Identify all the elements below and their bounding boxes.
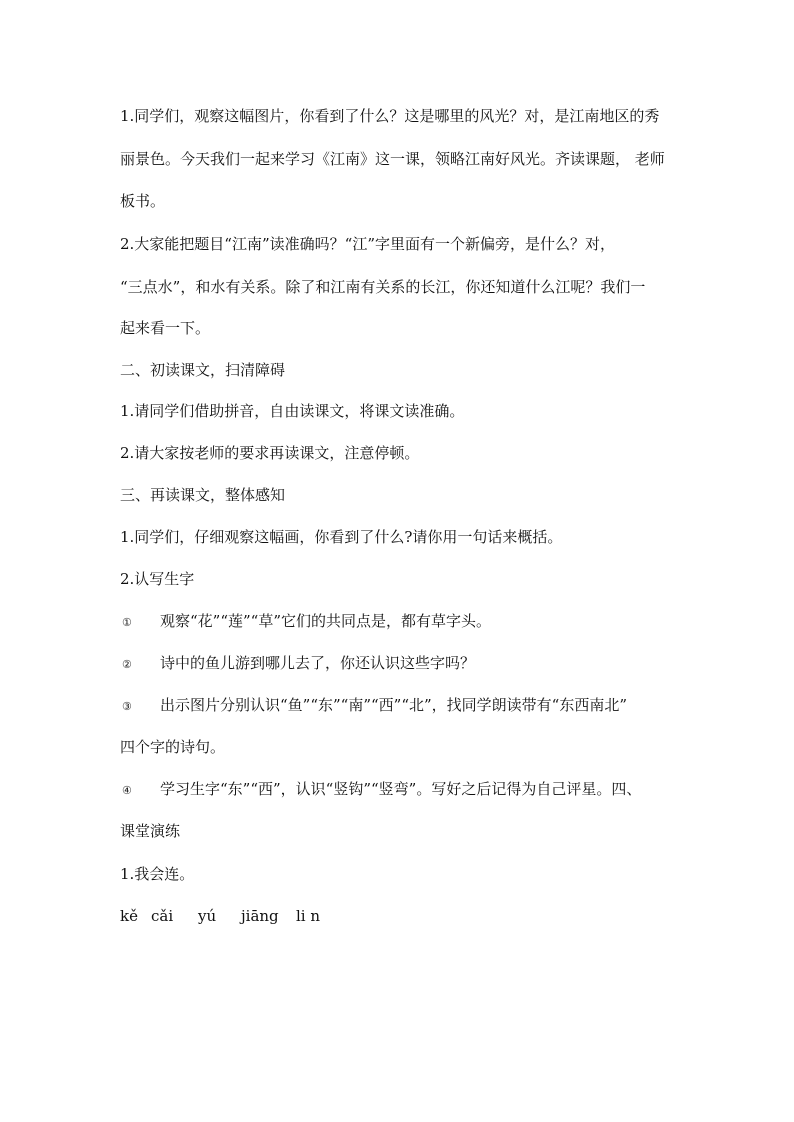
section-heading: 三、再读课文，整体感知 [120, 486, 286, 504]
bullet-text: 出示图片分别认识“鱼”“东”“南”“西”“北”，找同学朗读带有“东西南北” [160, 696, 628, 714]
pinyin-word: cǎi [151, 907, 174, 925]
bullet-number: ① [122, 616, 132, 629]
bullet-item [122, 653, 682, 675]
paragraph-line: 1.同学们，仔细观察这幅画，你看到了什么?请你用一句话来概括。 [120, 528, 563, 546]
paragraph-line: 1.请同学们借助拼音，自由读课文，将课文读准确。 [120, 402, 465, 420]
bullet-text: 诗中的鱼儿游到哪儿去了，你还认识这些字吗？ [160, 654, 476, 672]
paragraph-line: 四个字的诗句。 [120, 738, 226, 756]
bullet-text: 观察“花”“莲”“草”它们的共同点是，都有草字头。 [160, 612, 492, 630]
bullet-number: ② [122, 658, 132, 671]
bullet-number: ③ [122, 700, 132, 713]
pinyin-word: kě [120, 907, 138, 925]
paragraph-line: 丽景色。今天我们一起来学习《江南》这一课，领略江南好风光。齐读课题， 老师 [120, 150, 665, 168]
pinyin-word: jiāng [241, 907, 279, 925]
paragraph-line: “三点水”，和水有关系。除了和江南有关系的长江，你还知道什么江呢？我们一 [120, 278, 646, 296]
pinyin-word: li n [296, 907, 321, 925]
bullet-number: ④ [122, 784, 132, 797]
paragraph-line: 1.我会连。 [120, 865, 195, 883]
paragraph-line: 1.同学们，观察这幅图片，你看到了什么？这是哪里的风光？对，是江南地区的秀 [120, 107, 660, 125]
paragraph-line: 2.请大家按老师的要求再读课文，注意停顿。 [120, 444, 420, 462]
paragraph-line: 板书。 [120, 192, 166, 210]
section-heading: 课堂演练 [120, 822, 181, 840]
paragraph-line: 2.认写生字 [120, 570, 195, 588]
pinyin-word: yú [198, 907, 217, 925]
section-heading: 二、初读课文，扫清障碍 [120, 361, 286, 379]
paragraph-line: 起来看一下。 [120, 319, 211, 337]
bullet-item [122, 779, 682, 801]
bullet-item [122, 611, 682, 633]
bullet-item [122, 695, 682, 717]
bullet-text: 学习生字“东”“西”，认识“竖钩”“竖弯”。写好之后记得为自己评星。四、 [160, 780, 642, 798]
paragraph-line: 2.大家能把题目“江南”读准确吗？“江”字里面有一个新偏旁，是什么？对， [120, 235, 615, 253]
